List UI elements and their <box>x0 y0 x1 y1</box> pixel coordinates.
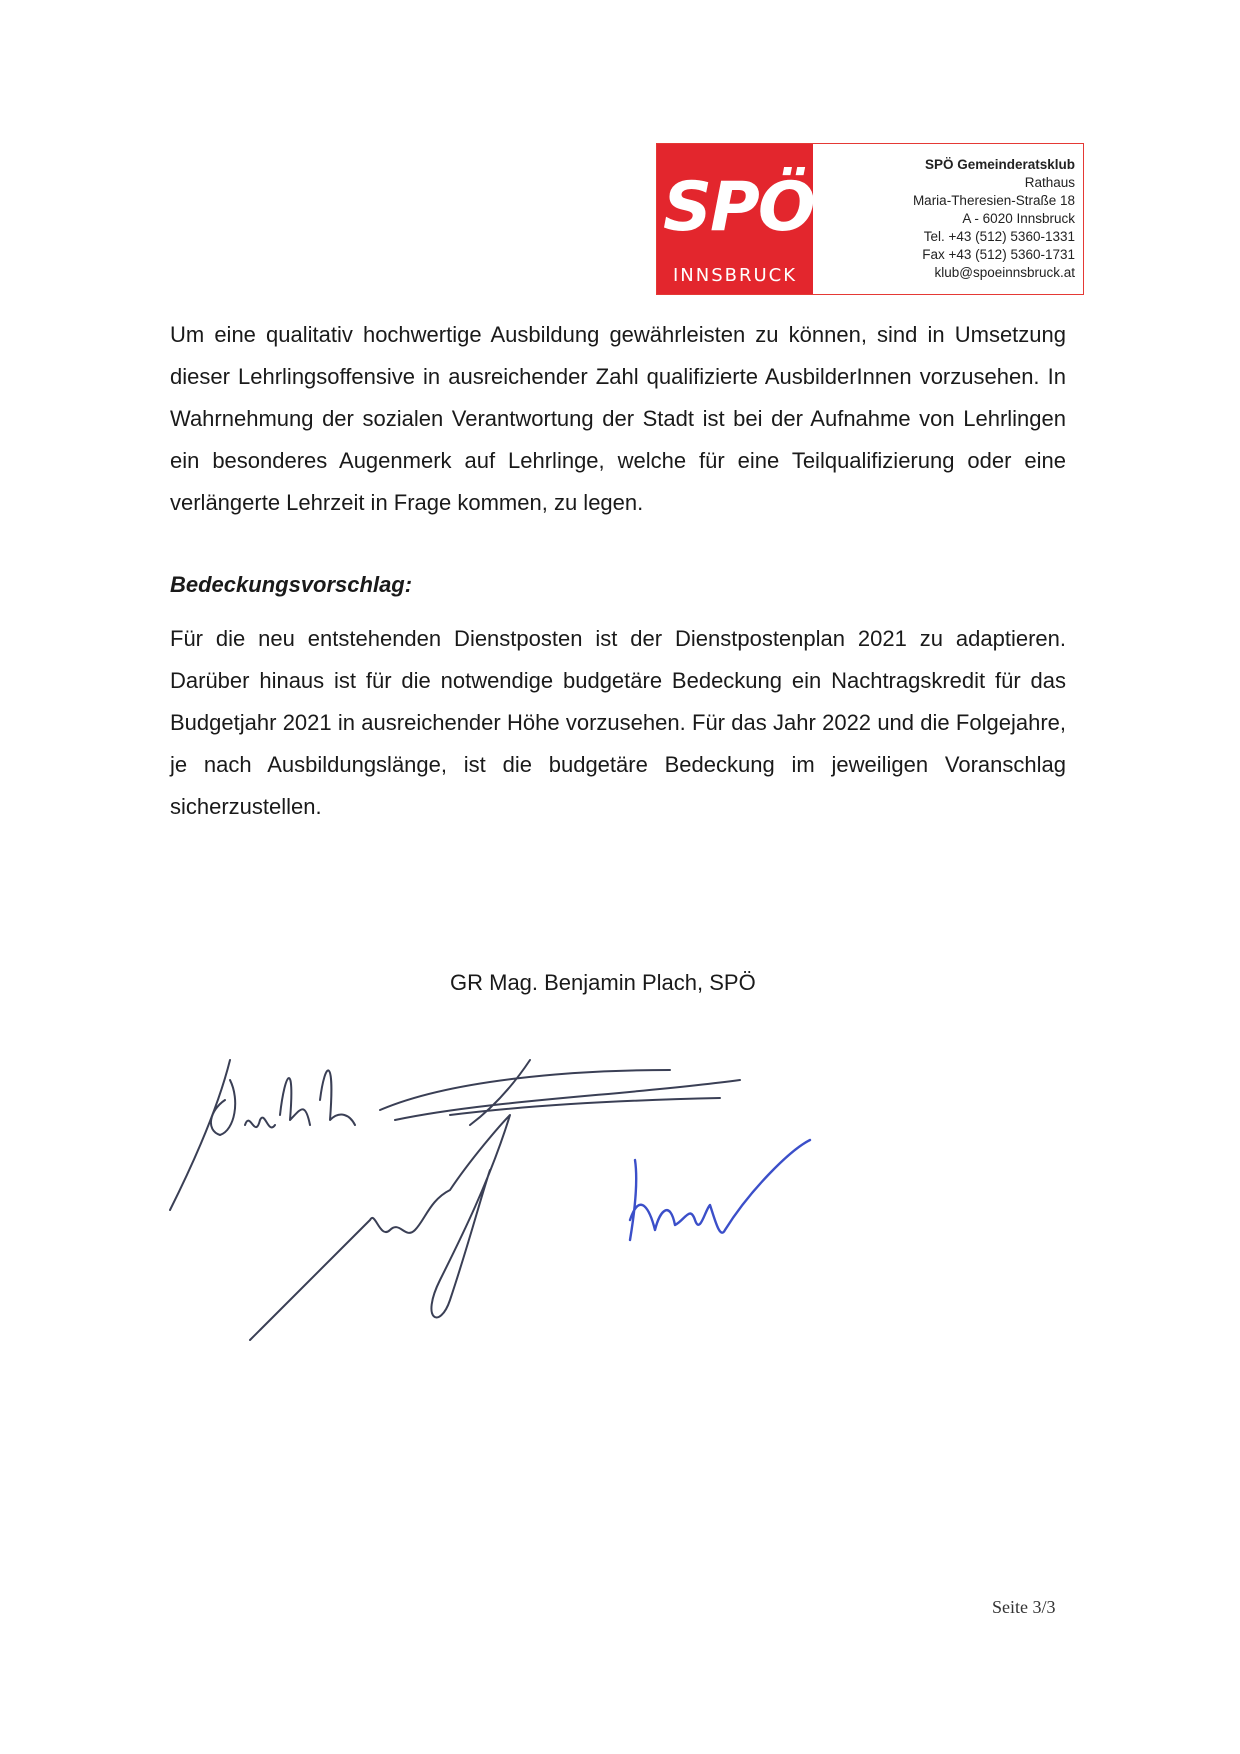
fax-line: Fax +43 (512) 5360-1731 <box>922 247 1075 262</box>
signatures <box>150 1040 910 1370</box>
signature-4 <box>630 1140 810 1240</box>
address-line: Maria-Theresien-Straße 18 <box>912 193 1075 208</box>
club-address <box>813 144 1083 294</box>
section-heading: Bedeckungsvorschlag: <box>170 572 413 597</box>
page-number: Seite 3/3 <box>992 1597 1056 1617</box>
signature-2 <box>380 1060 740 1125</box>
signer-name: GR Mag. Benjamin Plach, SPÖ <box>450 970 756 995</box>
logo-city: INNSBRUCK <box>672 265 798 286</box>
body-paragraph-1: Um eine qualitativ hochwertige Ausbildung gewährleisten zu können, sind in Umsetzung dieser Lehrlingsoffensive in ausreichender Zahl qualifizierte AusbilderInnen vorzusehen. In Wahrnehmung der sozialen Verantwortung der Stadt ist bei der Aufnahme von Lehrlingen ein besonderes Augenmerk auf Lehrlinge, welche für eine Teilqualifizierung oder eine verlängerte Lehrzeit in Frage kommen, zu legen. <box>170 322 1066 515</box>
address-line: A - 6020 Innsbruck <box>962 211 1075 226</box>
email-line: klub@spoeinnsbruck.at <box>934 265 1075 280</box>
logo-text: SPÖ <box>663 168 814 247</box>
spoe-logo <box>657 144 813 294</box>
address-line: Rathaus <box>1024 175 1075 190</box>
phone-line: Tel. +43 (512) 5360-1331 <box>923 229 1075 244</box>
letterhead <box>656 143 1084 295</box>
signature-1 <box>170 1060 355 1210</box>
signature-3 <box>250 1115 510 1340</box>
body-paragraph-2: Für die neu entstehenden Dienstposten ist der Dienstpostenplan 2021 zu adaptieren. Darüber hinaus ist für die notwendige budgetäre Bedeckung ein Nachtragskredit für das Budgetjahr 2021 in ausreichender Höhe vorzusehen. Für das Jahr 2022 und die Folgejahre, je nach Ausbildungslänge, ist die budgetäre Bedeckung im jeweiligen Voranschlag sicherzustellen. <box>170 626 1066 819</box>
club-name: SPÖ Gemeinderatsklub <box>924 157 1075 172</box>
